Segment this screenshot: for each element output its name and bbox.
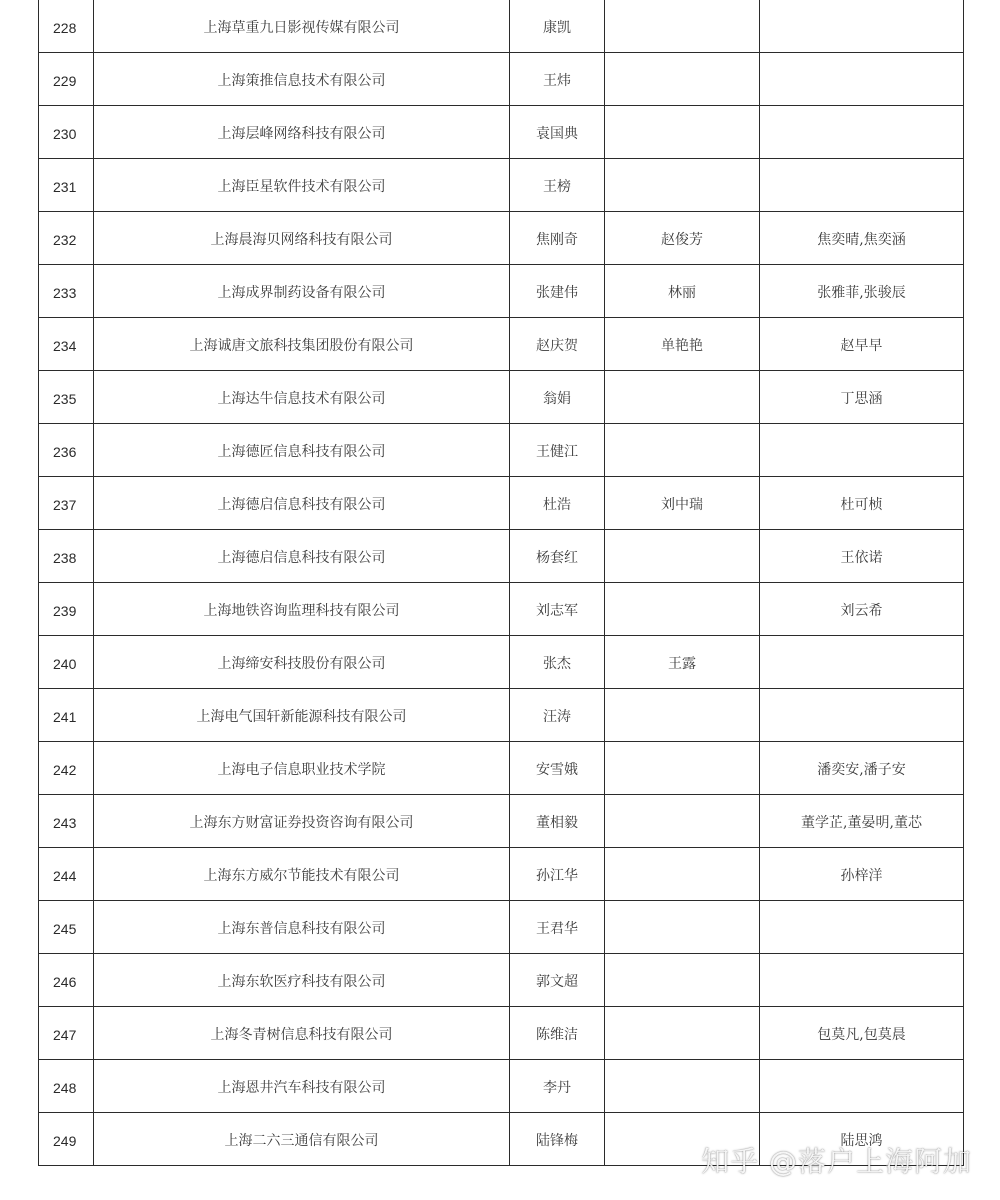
children-names-cell — [760, 106, 964, 159]
company-name-cell: 上海二六三通信有限公司 — [94, 1113, 510, 1166]
company-name-cell: 上海德匠信息科技有限公司 — [94, 424, 510, 477]
company-name-cell: 上海达牛信息技术有限公司 — [94, 371, 510, 424]
applicant-name-cell: 康凯 — [510, 0, 605, 53]
spouse-name-cell — [605, 530, 760, 583]
children-names-cell — [760, 954, 964, 1007]
company-name-cell: 上海冬青树信息科技有限公司 — [94, 1007, 510, 1060]
table-row — [39, 424, 964, 477]
company-name-cell: 上海缔安科技股份有限公司 — [94, 636, 510, 689]
children-names-cell — [760, 159, 964, 212]
applicant-name-cell: 刘志军 — [510, 583, 605, 636]
row-number-cell: 235 — [39, 371, 94, 424]
spouse-name-cell — [605, 424, 760, 477]
company-name-cell: 上海德启信息科技有限公司 — [94, 477, 510, 530]
applicant-name-cell: 孙江华 — [510, 848, 605, 901]
row-number-cell: 242 — [39, 742, 94, 795]
company-name-cell: 上海东方威尔节能技术有限公司 — [94, 848, 510, 901]
table-row — [39, 159, 964, 212]
children-names-cell — [760, 1060, 964, 1113]
company-name-cell: 上海草重九日影视传媒有限公司 — [94, 0, 510, 53]
table-row — [39, 318, 964, 371]
table-row — [39, 371, 964, 424]
spouse-name-cell — [605, 159, 760, 212]
applicant-name-cell: 李丹 — [510, 1060, 605, 1113]
spouse-name-cell: 王露 — [605, 636, 760, 689]
row-number-cell: 243 — [39, 795, 94, 848]
applicant-name-cell: 赵庆贺 — [510, 318, 605, 371]
applicant-name-cell: 焦刚奇 — [510, 212, 605, 265]
table-row — [39, 212, 964, 265]
table-row — [39, 848, 964, 901]
children-names-cell: 董学芷,董晏明,董芯 — [760, 795, 964, 848]
applicant-name-cell: 张建伟 — [510, 265, 605, 318]
children-names-cell: 孙梓洋 — [760, 848, 964, 901]
children-names-cell: 包莫凡,包莫晨 — [760, 1007, 964, 1060]
company-name-cell: 上海层峰网络科技有限公司 — [94, 106, 510, 159]
row-number-cell: 231 — [39, 159, 94, 212]
children-names-cell — [760, 53, 964, 106]
children-names-cell: 刘云希 — [760, 583, 964, 636]
spouse-name-cell: 赵俊芳 — [605, 212, 760, 265]
row-number-cell: 244 — [39, 848, 94, 901]
row-number-cell: 245 — [39, 901, 94, 954]
roster-table — [38, 0, 964, 1166]
children-names-cell — [760, 636, 964, 689]
children-names-cell: 张雅菲,张骏辰 — [760, 265, 964, 318]
table-row — [39, 1060, 964, 1113]
applicant-name-cell: 翁娟 — [510, 371, 605, 424]
applicant-name-cell: 王炜 — [510, 53, 605, 106]
spouse-name-cell — [605, 0, 760, 53]
children-names-cell: 焦奕晴,焦奕涵 — [760, 212, 964, 265]
spouse-name-cell: 单艳艳 — [605, 318, 760, 371]
children-names-cell: 丁思涵 — [760, 371, 964, 424]
row-number-cell: 230 — [39, 106, 94, 159]
company-name-cell: 上海策推信息技术有限公司 — [94, 53, 510, 106]
spouse-name-cell — [605, 1007, 760, 1060]
children-names-cell — [760, 424, 964, 477]
applicant-name-cell: 陈维洁 — [510, 1007, 605, 1060]
company-name-cell: 上海东普信息科技有限公司 — [94, 901, 510, 954]
table-row — [39, 954, 964, 1007]
table-row — [39, 265, 964, 318]
applicant-name-cell: 陆锋梅 — [510, 1113, 605, 1166]
children-names-cell: 陆思鸿 — [760, 1113, 964, 1166]
table-row — [39, 1007, 964, 1060]
applicant-name-cell: 汪涛 — [510, 689, 605, 742]
table-row — [39, 530, 964, 583]
table-row — [39, 477, 964, 530]
row-number-cell: 239 — [39, 583, 94, 636]
row-number-cell: 236 — [39, 424, 94, 477]
row-number-cell: 237 — [39, 477, 94, 530]
row-number-cell: 229 — [39, 53, 94, 106]
company-name-cell: 上海电子信息职业技术学院 — [94, 742, 510, 795]
row-number-cell: 247 — [39, 1007, 94, 1060]
spouse-name-cell — [605, 1060, 760, 1113]
table-row — [39, 742, 964, 795]
watermark-text: 知乎 @落户上海阿加 — [701, 1145, 972, 1178]
spouse-name-cell: 刘中瑞 — [605, 477, 760, 530]
spouse-name-cell — [605, 901, 760, 954]
company-name-cell: 上海晨海贝网络科技有限公司 — [94, 212, 510, 265]
children-names-cell: 杜可桢 — [760, 477, 964, 530]
company-name-cell: 上海恩井汽车科技有限公司 — [94, 1060, 510, 1113]
table-row — [39, 106, 964, 159]
row-number-cell: 234 — [39, 318, 94, 371]
spouse-name-cell — [605, 53, 760, 106]
company-name-cell: 上海东方财富证券投资咨询有限公司 — [94, 795, 510, 848]
company-name-cell: 上海地铁咨询监理科技有限公司 — [94, 583, 510, 636]
spouse-name-cell — [605, 954, 760, 1007]
company-name-cell: 上海诚唐文旅科技集团股份有限公司 — [94, 318, 510, 371]
row-number-cell: 248 — [39, 1060, 94, 1113]
applicant-name-cell: 杨套红 — [510, 530, 605, 583]
row-number-cell: 233 — [39, 265, 94, 318]
table-row — [39, 583, 964, 636]
children-names-cell: 王依诺 — [760, 530, 964, 583]
applicant-name-cell: 张杰 — [510, 636, 605, 689]
applicant-name-cell: 郭文超 — [510, 954, 605, 1007]
children-names-cell: 赵早早 — [760, 318, 964, 371]
applicant-name-cell: 杜浩 — [510, 477, 605, 530]
spouse-name-cell — [605, 848, 760, 901]
table-row — [39, 795, 964, 848]
table-row — [39, 53, 964, 106]
children-names-cell: 潘奕安,潘子安 — [760, 742, 964, 795]
table-row — [39, 901, 964, 954]
applicant-name-cell: 安雪娥 — [510, 742, 605, 795]
spouse-name-cell — [605, 742, 760, 795]
document-sheet — [38, 0, 963, 1183]
row-number-cell: 241 — [39, 689, 94, 742]
spouse-name-cell — [605, 106, 760, 159]
table-row — [39, 0, 964, 53]
children-names-cell — [760, 901, 964, 954]
children-names-cell — [760, 689, 964, 742]
company-name-cell: 上海德启信息科技有限公司 — [94, 530, 510, 583]
company-name-cell: 上海东软医疗科技有限公司 — [94, 954, 510, 1007]
row-number-cell: 246 — [39, 954, 94, 1007]
spouse-name-cell — [605, 689, 760, 742]
row-number-cell: 249 — [39, 1113, 94, 1166]
spouse-name-cell: 林丽 — [605, 265, 760, 318]
applicant-name-cell: 王君华 — [510, 901, 605, 954]
spouse-name-cell — [605, 371, 760, 424]
row-number-cell: 232 — [39, 212, 94, 265]
table-row — [39, 689, 964, 742]
row-number-cell: 228 — [39, 0, 94, 53]
table-row — [39, 636, 964, 689]
company-name-cell: 上海电气国轩新能源科技有限公司 — [94, 689, 510, 742]
applicant-name-cell: 董相毅 — [510, 795, 605, 848]
children-names-cell — [760, 0, 964, 53]
row-number-cell: 240 — [39, 636, 94, 689]
company-name-cell: 上海成界制药设备有限公司 — [94, 265, 510, 318]
applicant-name-cell: 王榜 — [510, 159, 605, 212]
roster-table-body — [39, 0, 964, 1166]
spouse-name-cell — [605, 795, 760, 848]
spouse-name-cell — [605, 583, 760, 636]
applicant-name-cell: 王健江 — [510, 424, 605, 477]
applicant-name-cell: 袁国典 — [510, 106, 605, 159]
row-number-cell: 238 — [39, 530, 94, 583]
company-name-cell: 上海臣星软件技术有限公司 — [94, 159, 510, 212]
